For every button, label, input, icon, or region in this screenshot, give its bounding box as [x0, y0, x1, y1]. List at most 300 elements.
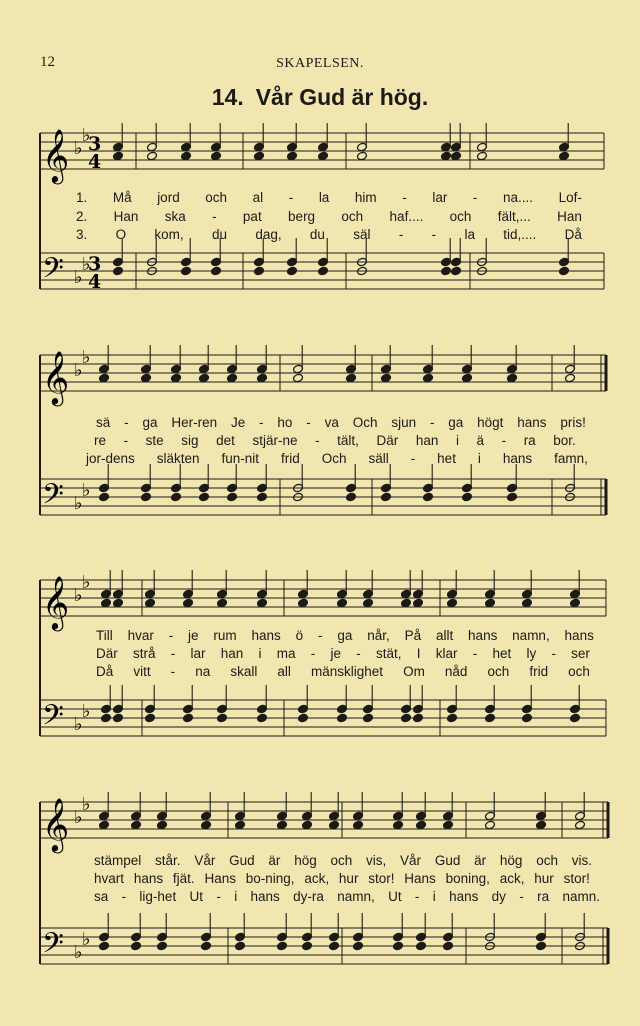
- lyric-syllable: Gud: [229, 853, 255, 868]
- lyric-syllable: fjät.: [172, 871, 195, 886]
- lyric-syllable: het: [437, 451, 456, 466]
- lyric-syllable: stämpel: [94, 853, 142, 868]
- note-head: [507, 492, 518, 502]
- note-head: [113, 266, 124, 276]
- lyric-syllable: -: [551, 646, 556, 661]
- bass-clef: 𝄢: [42, 699, 64, 739]
- note-head: [199, 492, 210, 502]
- lyric-syllable: i: [455, 433, 459, 448]
- lyric-line-1-3: [76, 227, 582, 242]
- note-head: [443, 820, 454, 830]
- lyric-syllable: ö: [295, 628, 304, 643]
- lyric-syllable: bo-ning,: [245, 871, 295, 886]
- lyric-syllable: ga: [142, 415, 158, 430]
- flat-sign: ♭: [74, 493, 83, 514]
- note-head: [485, 598, 496, 608]
- lyric-syllable: Då: [564, 227, 582, 242]
- flat-sign: ♭: [82, 794, 91, 815]
- note-head: [257, 598, 268, 608]
- lyric-syllable: -: [216, 889, 221, 904]
- lyric-syllable: hans: [133, 871, 164, 886]
- time-signature-digit: 4: [88, 271, 102, 293]
- lyric-syllable: mänsklighet: [310, 664, 384, 679]
- lyric-syllable: rum: [213, 628, 237, 643]
- lyric-line-4-1: [94, 853, 592, 868]
- lyric-syllable: dy: [491, 889, 506, 904]
- lyric-line-3-3: [96, 664, 590, 679]
- lyric-syllable: ste: [145, 433, 164, 448]
- lyric-syllable: når,: [367, 628, 390, 643]
- lyric-syllable: Då: [96, 664, 114, 679]
- note-head: [131, 941, 142, 951]
- time-signature-digit: 4: [88, 151, 102, 173]
- lyric-syllable: re: [94, 433, 107, 448]
- music-system-3: [0, 572, 640, 752]
- note-head: [522, 713, 533, 723]
- note-head: [485, 713, 496, 723]
- note-head: [462, 492, 473, 502]
- lyric-syllable: Och: [321, 451, 347, 466]
- lyric-syllable: hur: [338, 871, 359, 886]
- note-head: [401, 598, 412, 608]
- note-head: [171, 492, 182, 502]
- bass-clef: 𝄢: [42, 252, 64, 292]
- lyric-syllable: 3.: [76, 227, 88, 242]
- lyric-syllable: 1.: [76, 190, 88, 205]
- note-head: [257, 492, 268, 502]
- note-head: [131, 820, 142, 830]
- lyric-syllable: -: [212, 209, 217, 224]
- note-head: [181, 266, 192, 276]
- note-head: [201, 820, 212, 830]
- lyric-syllable: ly: [526, 646, 537, 661]
- flat-sign: ♭: [82, 480, 91, 501]
- note-head: [346, 373, 357, 383]
- lyric-syllable: Ut: [388, 889, 402, 904]
- note-head: [447, 598, 458, 608]
- lyric-syllable: han: [415, 433, 439, 448]
- treble-clef: 𝄞: [42, 350, 70, 404]
- note-head: [113, 151, 124, 161]
- lyric-syllable: Må: [112, 190, 132, 205]
- note-head: [559, 266, 570, 276]
- lyric-syllable: stor!: [563, 871, 590, 886]
- flat-sign: ♭: [82, 254, 91, 275]
- lyric-syllable: -: [431, 227, 437, 242]
- page-number: 12: [40, 54, 55, 70]
- lyric-syllable: sa: [94, 889, 109, 904]
- note-head: [287, 266, 298, 276]
- note-head: [393, 941, 404, 951]
- lyric-syllable: han: [220, 646, 244, 661]
- lyric-syllable: ma: [276, 646, 296, 661]
- note-head: [337, 598, 348, 608]
- note-head: [485, 820, 496, 830]
- note-head: [235, 820, 246, 830]
- lyric-line-2-3: [86, 451, 588, 466]
- note-head: [363, 598, 374, 608]
- lyric-syllable: du: [211, 227, 228, 242]
- lyric-line-1-2: [76, 209, 582, 224]
- note-head: [235, 941, 246, 951]
- lyric-syllable: hans: [468, 628, 498, 643]
- lyric-syllable: På: [404, 628, 422, 643]
- lyric-syllable: -: [310, 646, 316, 661]
- note-head: [443, 941, 454, 951]
- lyric-syllable: jord: [157, 190, 180, 205]
- lyric-syllable: la: [318, 190, 330, 205]
- lyric-syllable: ä: [476, 433, 485, 448]
- lyric-line-3-1: [96, 628, 594, 643]
- note-head: [227, 492, 238, 502]
- lyric-syllable: Her-ren: [171, 415, 218, 430]
- lyric-syllable: klar: [435, 646, 458, 661]
- note-head: [99, 492, 110, 502]
- lyric-syllable: allt: [435, 628, 454, 643]
- note-head: [522, 598, 533, 608]
- lyric-syllable: na: [195, 664, 211, 679]
- bass-clef: 𝄢: [42, 927, 64, 967]
- flat-sign: ♭: [74, 360, 83, 381]
- lyric-syllable: Hans: [404, 871, 436, 886]
- lyric-syllable: him: [354, 190, 377, 205]
- lyric-syllable: namn,: [512, 628, 550, 643]
- note-head: [575, 820, 586, 830]
- note-head: [298, 713, 309, 723]
- lyric-line-2-1: [96, 415, 586, 430]
- lyric-syllable: lar: [432, 190, 448, 205]
- lyric-syllable: ra: [523, 433, 536, 448]
- lyric-line-3-2: [96, 646, 590, 661]
- lyric-syllable: va: [324, 415, 339, 430]
- note-head: [147, 151, 158, 161]
- hymn-title-text: Vår Gud är hög.: [255, 84, 429, 110]
- lyric-syllable: och: [449, 209, 472, 224]
- lyric-syllable: vitt: [133, 664, 151, 679]
- lyric-syllable: dy-ra: [293, 889, 324, 904]
- lyric-syllable: är: [268, 853, 281, 868]
- lyric-syllable: -: [124, 415, 129, 430]
- time-signature-digit: 3: [88, 253, 102, 275]
- note-head: [337, 713, 348, 723]
- note-head: [113, 598, 124, 608]
- lyric-syllable: i: [258, 646, 262, 661]
- lyric-syllable: pris!: [560, 415, 586, 430]
- lyric-syllable: na....: [503, 190, 534, 205]
- lyric-syllable: står.: [155, 853, 181, 868]
- note-head: [201, 941, 212, 951]
- note-head: [113, 713, 124, 723]
- lyric-syllable: och: [536, 853, 558, 868]
- note-head: [536, 941, 547, 951]
- note-head: [101, 598, 112, 608]
- hymn-title: [0, 84, 640, 111]
- lyric-syllable: -: [168, 628, 174, 643]
- note-head: [536, 820, 547, 830]
- note-head: [99, 373, 110, 383]
- lyric-syllable: släkten: [156, 451, 200, 466]
- note-head: [462, 373, 473, 383]
- note-head: [254, 151, 265, 161]
- note-head: [257, 713, 268, 723]
- lyric-syllable: bor.: [553, 433, 576, 448]
- note-head: [302, 820, 313, 830]
- note-head: [441, 151, 452, 161]
- lyric-syllable: -: [356, 646, 361, 661]
- note-head: [381, 373, 392, 383]
- lyric-syllable: -: [259, 415, 264, 430]
- lyric-syllable: O: [115, 227, 127, 242]
- lyric-syllable: tält,: [337, 433, 359, 448]
- treble-clef: 𝄞: [42, 797, 70, 851]
- lyric-syllable: lig-het: [139, 889, 177, 904]
- treble-clef: 𝄞: [42, 575, 70, 629]
- note-head: [451, 151, 462, 161]
- note-head: [277, 820, 288, 830]
- note-head: [570, 598, 581, 608]
- flat-sign: ♭: [74, 942, 83, 963]
- lyric-syllable: -: [501, 433, 507, 448]
- lyric-syllable: hvar: [127, 628, 154, 643]
- note-head: [99, 820, 110, 830]
- lyric-line-1-1: [76, 190, 582, 205]
- lyric-syllable: är: [474, 853, 487, 868]
- lyric-syllable: namn,: [337, 889, 375, 904]
- lyric-syllable: ack,: [499, 871, 525, 886]
- lyric-syllable: Han: [113, 209, 139, 224]
- lyric-syllable: ga: [448, 415, 464, 430]
- note-head: [413, 713, 424, 723]
- note-head: [171, 373, 182, 383]
- note-head: [507, 373, 518, 383]
- treble-clef: 𝄞: [42, 128, 70, 182]
- lyric-syllable: -: [288, 190, 294, 205]
- lyric-syllable: hur: [534, 871, 554, 886]
- lyric-syllable: vis,: [366, 853, 387, 868]
- lyric-syllable: högt: [477, 415, 504, 430]
- time-signature-digit: 3: [88, 133, 102, 155]
- flat-sign: ♭: [82, 347, 91, 368]
- note-head: [298, 598, 309, 608]
- note-head: [181, 151, 192, 161]
- flat-sign: ♭: [82, 125, 91, 146]
- note-head: [141, 492, 152, 502]
- lyric-syllable: -: [121, 889, 127, 904]
- note-head: [416, 820, 427, 830]
- note-head: [423, 492, 434, 502]
- lyric-syllable: -: [317, 628, 323, 643]
- note-head: [353, 820, 364, 830]
- lyric-syllable: och: [205, 190, 228, 205]
- flat-sign: ♭: [74, 267, 83, 288]
- lyric-syllable: kom,: [154, 227, 184, 242]
- lyric-syllable: dag,: [255, 227, 282, 242]
- lyric-syllable: du: [309, 227, 325, 242]
- lyric-syllable: fält,...: [497, 209, 531, 224]
- lyric-syllable: hans: [564, 628, 594, 643]
- lyric-syllable: lar: [190, 646, 206, 661]
- lyric-line-4-2: [94, 871, 590, 886]
- note-head: [277, 941, 288, 951]
- note-head: [346, 492, 357, 502]
- flat-sign: ♭: [82, 572, 91, 593]
- lyric-syllable: vis.: [571, 853, 592, 868]
- lyric-syllable: all: [277, 664, 291, 679]
- lyric-syllable: Och: [352, 415, 378, 430]
- lyric-syllable: stor!: [368, 871, 395, 886]
- lyric-syllable: och: [330, 853, 353, 868]
- lyric-syllable: sä: [96, 415, 111, 430]
- lyric-syllable: säl: [353, 227, 371, 242]
- lyric-line-2-2: [94, 433, 576, 448]
- note-head: [363, 713, 374, 723]
- note-head: [413, 598, 424, 608]
- lyric-syllable: haf....: [389, 209, 424, 224]
- note-head: [254, 266, 265, 276]
- lyric-syllable: namn.: [562, 889, 600, 904]
- note-head: [217, 598, 228, 608]
- note-head: [477, 151, 488, 161]
- lyric-syllable: Gud: [434, 853, 461, 868]
- note-head: [211, 151, 222, 161]
- lyric-syllable: stät,: [375, 646, 402, 661]
- lyric-syllable: la: [464, 227, 475, 242]
- lyric-syllable: ska: [164, 209, 186, 224]
- note-head: [227, 373, 238, 383]
- lyric-syllable: al: [252, 190, 264, 205]
- bass-clef: 𝄢: [42, 478, 64, 518]
- lyric-line-4-3: [94, 889, 600, 904]
- note-head: [451, 266, 462, 276]
- flat-sign: ♭: [82, 929, 91, 950]
- lyric-syllable: hans: [251, 628, 281, 643]
- hymn-number: 14.: [211, 84, 244, 110]
- lyric-syllable: hans: [449, 889, 479, 904]
- note-head: [381, 492, 392, 502]
- note-head: [441, 266, 452, 276]
- note-head: [565, 373, 576, 383]
- lyric-syllable: Ut: [189, 889, 204, 904]
- lyric-syllable: -: [306, 415, 311, 430]
- note-head: [183, 598, 194, 608]
- lyric-syllable: Till: [96, 628, 113, 643]
- lyric-syllable: och: [341, 209, 364, 224]
- lyric-syllable: ho: [277, 415, 293, 430]
- lyric-syllable: hans: [250, 889, 280, 904]
- note-head: [318, 151, 329, 161]
- note-head: [217, 713, 228, 723]
- lyric-syllable: famn,: [554, 451, 588, 466]
- flat-sign: ♭: [74, 714, 83, 735]
- lyric-syllable: nåd: [444, 664, 468, 679]
- note-head: [559, 151, 570, 161]
- note-head: [257, 373, 268, 383]
- note-head: [393, 820, 404, 830]
- note-head: [99, 941, 110, 951]
- lyric-syllable: Där: [96, 646, 118, 661]
- lyric-syllable: jor-dens: [86, 451, 135, 466]
- note-head: [416, 941, 427, 951]
- note-head: [423, 373, 434, 383]
- lyric-syllable: hög: [499, 853, 523, 868]
- lyric-syllable: fun-nit: [221, 451, 260, 466]
- note-head: [287, 151, 298, 161]
- lyric-syllable: i: [234, 889, 238, 904]
- note-head: [353, 941, 364, 951]
- lyric-syllable: berg: [288, 209, 316, 224]
- lyric-syllable: Där: [376, 433, 399, 448]
- note-head: [318, 266, 329, 276]
- lyric-syllable: Om: [403, 664, 425, 679]
- note-head: [141, 373, 152, 383]
- note-head: [357, 151, 368, 161]
- lyric-syllable: strå: [133, 646, 156, 661]
- lyric-syllable: Han: [557, 209, 582, 224]
- note-head: [211, 266, 222, 276]
- lyric-syllable: frid: [529, 664, 549, 679]
- lyric-syllable: tid,....: [503, 227, 537, 242]
- lyric-syllable: -: [315, 433, 320, 448]
- note-head: [401, 713, 412, 723]
- lyric-syllable: och: [568, 664, 590, 679]
- note-head: [329, 820, 340, 830]
- note-head: [302, 941, 313, 951]
- running-head: SKAPELSEN.: [276, 56, 364, 71]
- lyric-syllable: Je: [230, 415, 246, 430]
- lyric-syllable: det: [216, 433, 235, 448]
- note-head: [145, 598, 156, 608]
- note-head: [329, 941, 340, 951]
- lyric-syllable: -: [170, 664, 176, 679]
- lyric-syllable: boning,: [445, 871, 490, 886]
- lyric-syllable: ra: [537, 889, 550, 904]
- lyric-syllable: -: [414, 889, 420, 904]
- note-head: [183, 713, 194, 723]
- lyric-syllable: pat: [242, 209, 262, 224]
- lyric-syllable: Vår: [194, 853, 216, 868]
- lyric-syllable: sig: [181, 433, 199, 448]
- flat-sign: ♭: [74, 585, 83, 606]
- lyric-syllable: je: [330, 646, 341, 661]
- lyric-syllable: ser: [571, 646, 590, 661]
- lyric-syllable: Lof-: [558, 190, 582, 205]
- lyric-syllable: het: [492, 646, 512, 661]
- lyric-syllable: Vår: [400, 853, 422, 868]
- lyric-syllable: sjun: [391, 415, 417, 430]
- lyric-syllable: ack,: [304, 871, 330, 886]
- lyric-syllable: -: [472, 190, 478, 205]
- note-head: [157, 820, 168, 830]
- note-head: [293, 373, 304, 383]
- lyric-syllable: -: [170, 646, 176, 661]
- flat-sign: ♭: [74, 138, 83, 159]
- note-head: [101, 713, 112, 723]
- lyric-syllable: hvart: [94, 871, 125, 886]
- lyric-syllable: hans: [502, 451, 533, 466]
- lyric-syllable: och: [487, 664, 510, 679]
- lyric-syllable: -: [123, 433, 129, 448]
- lyric-syllable: i: [432, 889, 436, 904]
- lyric-syllable: hans: [517, 415, 547, 430]
- lyric-syllable: i: [477, 451, 481, 466]
- note-head: [199, 373, 210, 383]
- lyric-syllable: ga: [337, 628, 353, 643]
- lyric-syllable: skall: [230, 664, 258, 679]
- note-head: [145, 713, 156, 723]
- lyric-syllable: säll: [368, 451, 389, 466]
- lyric-syllable: -: [402, 190, 407, 205]
- lyric-syllable: -: [519, 889, 524, 904]
